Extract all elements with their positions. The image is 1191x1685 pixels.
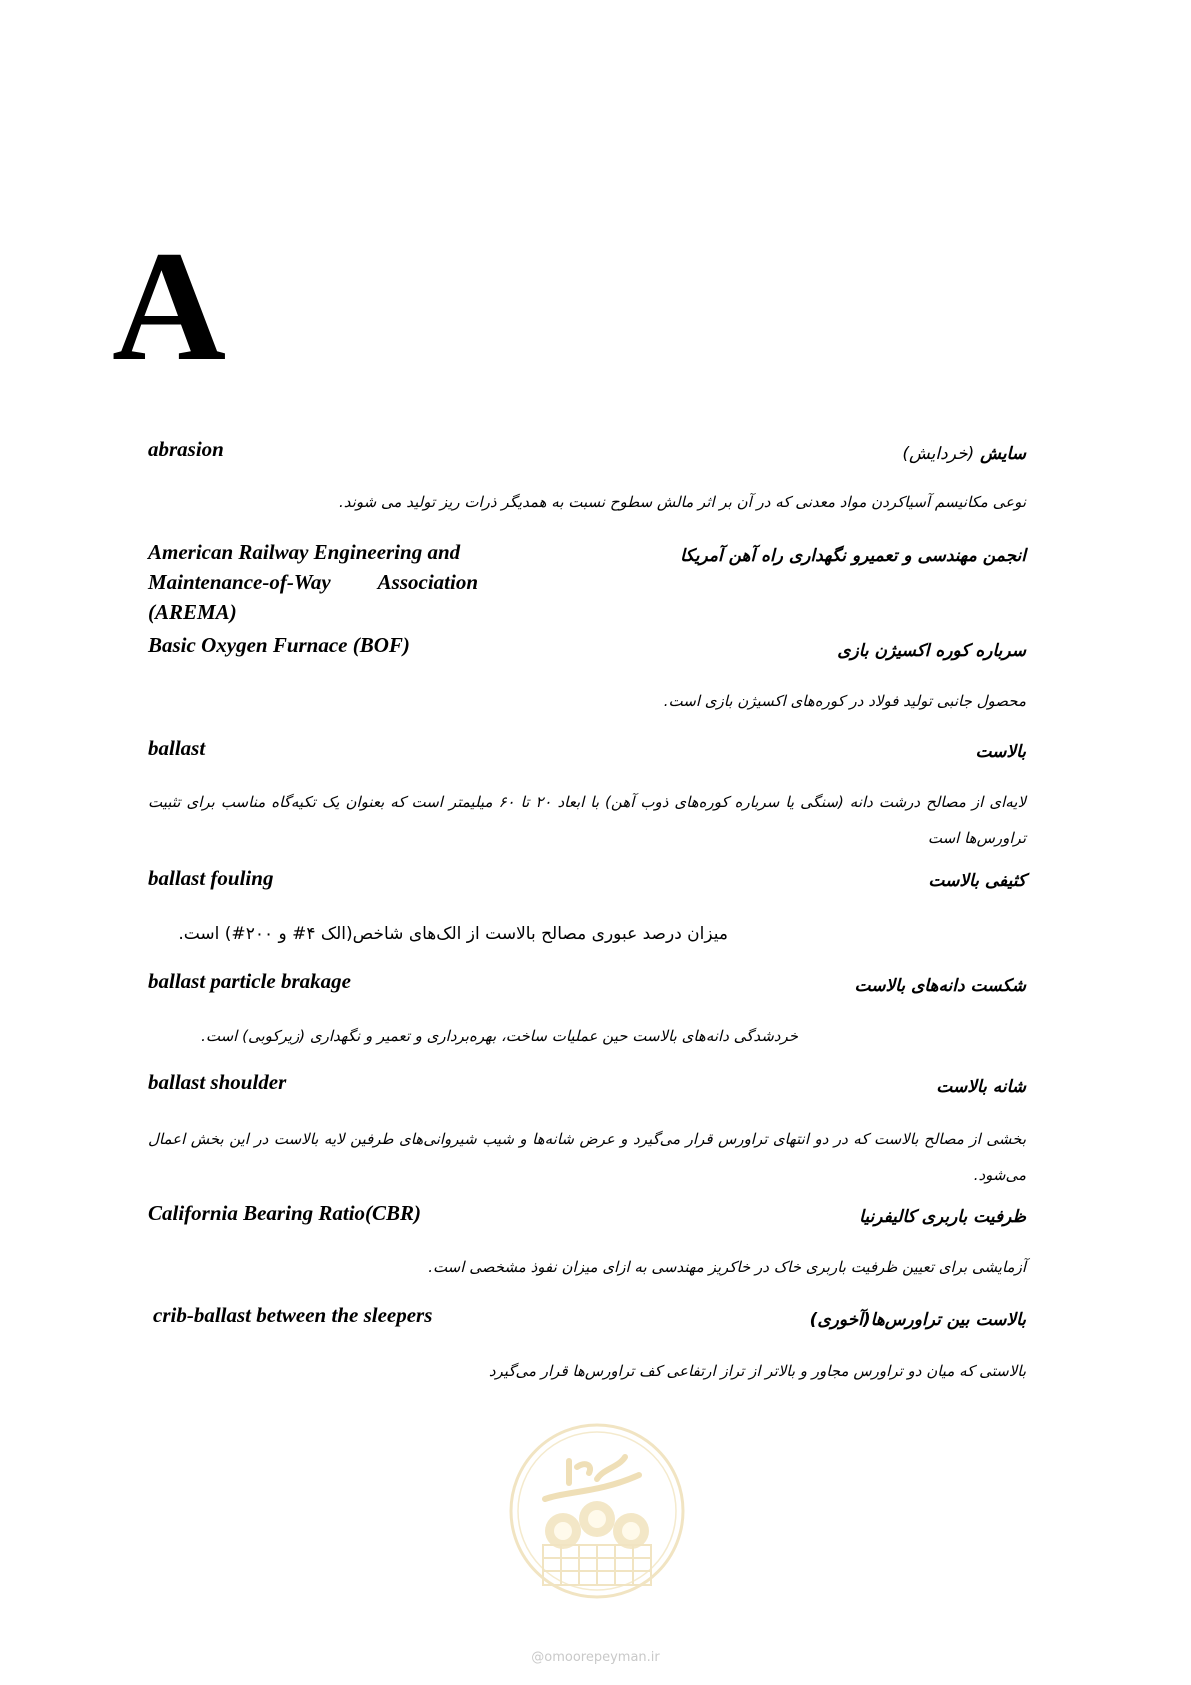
term-persian: شانه بالاست <box>936 1077 1026 1097</box>
term-definition: بالاستی که میان دو تراورس مجاور و بالاتر از تراز ارتفاعی کف تراورس‌ها قرار می‌گیرد <box>488 1362 1026 1380</box>
term-english: crib-ballast between the sleepers <box>153 1303 433 1327</box>
term-definition: لایه‌ای از مصالح درشت دانه (سنگی یا سرباره کوره‌های ذوب آهن) با ابعاد ۲۰ تا ۶۰ میلیمتر است که بعنوان یک تکیه‌گاه مناسب برای تثبیت تراورس‌ها است <box>148 793 1027 847</box>
term-english: ballast shoulder <box>148 1070 287 1094</box>
section-letter: A <box>112 219 227 394</box>
term-persian: کثیفی بالاست <box>928 871 1026 891</box>
term-english: abrasion <box>148 437 224 461</box>
term-english-line: (AREMA) <box>148 600 237 624</box>
term-persian: شکست دانه‌های بالاست <box>854 976 1026 996</box>
term-persian-label: سایش <box>980 444 1026 464</box>
term-persian: بالاست <box>975 742 1026 762</box>
term-english-part: Association <box>377 570 478 594</box>
term-english: California Bearing Ratio(CBR) <box>148 1201 422 1225</box>
term-definition: خردشدگی دانه‌های بالاست حین عملیات ساخت، بهره‌برداری و تعمیر و نگهداری (زیرکوبی) است. <box>201 1027 798 1045</box>
term-definition: میزان درصد عبوری مصالح بالاست از الک‌های شاخص(الک ۴# و ۲۰۰#) است. <box>178 924 728 944</box>
term-english: ballast fouling <box>148 866 274 890</box>
term-english <box>148 537 478 627</box>
term-persian: انجمن مهندسی و تعمیرو نگهداری راه آهن آمریکا <box>680 546 1026 566</box>
watermark-logo <box>507 1421 687 1601</box>
term-english-part: Maintenance-of-Way <box>148 570 331 594</box>
term-persian-note: (خردایش) <box>902 444 975 464</box>
term-english: Basic Oxygen Furnace (BOF) <box>148 633 410 657</box>
term-english: ballast particle brakage <box>148 969 351 993</box>
term-definition: آزمایشی برای تعیین ظرفیت باربری خاک در خاکریز مهندسی به ازای میزان نفوذ مشخصی است. <box>428 1258 1026 1276</box>
term-english-line <box>148 567 478 597</box>
term-definition: بخشی از مصالح بالاست که در دو انتهای تراورس قرار می‌گیرد و عرض شانه‌ها و شیب شیروانی‌های طرفین لایه بالاست در این بخش اعمال می‌شود. <box>148 1130 1026 1184</box>
term-persian: بالاست بین تراورس‌ها(آخوری) <box>809 1310 1026 1330</box>
footer-url: @omoorepeyman.ir <box>531 1650 660 1665</box>
term-english-line: American Railway Engineering and <box>148 540 461 564</box>
term-persian: سرباره کوره اکسیژن بازی <box>837 641 1026 661</box>
term-definition: محصول جانبی تولید فولاد در کوره‌های اکسیژن بازی است. <box>663 692 1026 710</box>
term-persian: ظرفیت باربری کالیفرنیا <box>859 1207 1026 1227</box>
term-definition: نوعی مکانیسم آسیاکردن مواد معدنی که در آن بر اثر مالش سطوح نسبت به همدیگر ذرات ریز تولید می شوند. <box>339 493 1026 511</box>
term-english: ballast <box>148 736 206 760</box>
term-persian <box>902 440 1026 468</box>
